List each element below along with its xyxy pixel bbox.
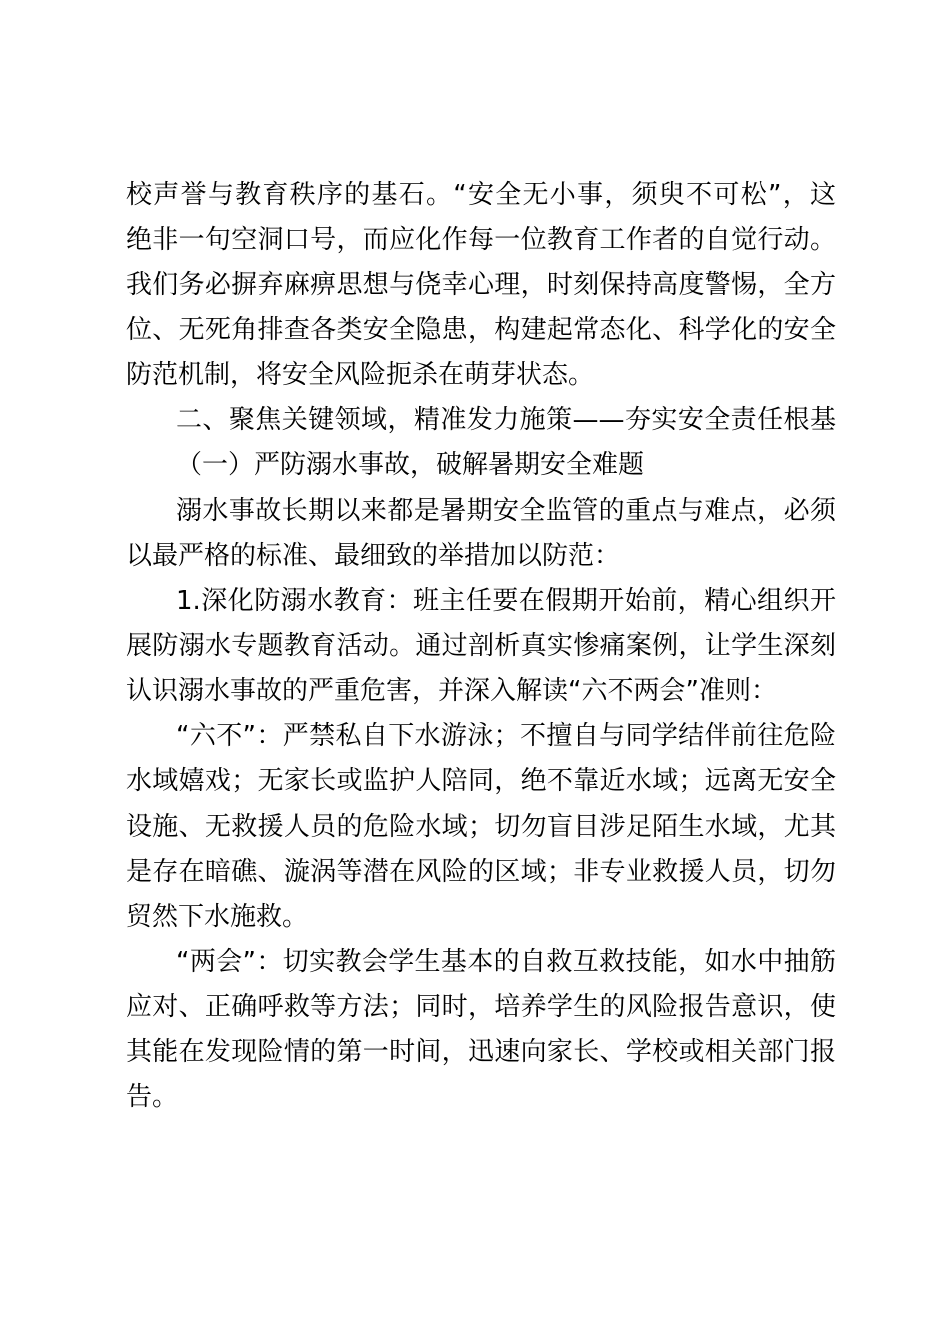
subsection-heading: （一）严防溺水事故，破解暑期安全难题: [176, 450, 645, 480]
paragraph-line: 校声誉与教育秩序的基石。“安全无小事，须臾不可松”，这: [126, 180, 836, 210]
paragraph-line: 1.深化防溺水教育：班主任要在假期开始前，精心组织开: [176, 586, 836, 616]
section-heading: 二、聚焦关键领域，精准发力施策——夯实安全责任根基: [176, 405, 836, 435]
paragraph-line: 溺水事故长期以来都是暑期安全监管的重点与难点，必须: [176, 496, 836, 526]
paragraph-line: 认识溺水事故的严重危害，并深入解读“六不两会”准则：: [126, 676, 777, 706]
paragraph-line: 以最严格的标准、最细致的举措加以防范：: [126, 541, 621, 571]
paragraph-line: 防范机制，将安全风险扼杀在萌芽状态。: [126, 360, 595, 390]
paragraph-line: 贸然下水施救。: [126, 902, 309, 932]
paragraph-line: 应对、正确呼救等方法；同时，培养学生的风险报告意识，使: [126, 992, 836, 1022]
paragraph-line: 告。: [126, 1082, 179, 1112]
paragraph-line: 其能在发现险情的第一时间，迅速向家长、学校或相关部门报: [126, 1037, 836, 1067]
paragraph-line: 位、无死角排查各类安全隐患，构建起常态化、科学化的安全: [126, 315, 836, 345]
paragraph-line: 水域嬉戏；无家长或监护人陪同，绝不靠近水域；远离无安全: [126, 766, 836, 796]
paragraph-line: 展防溺水专题教育活动。通过剖析真实惨痛案例，让学生深刻: [126, 631, 836, 661]
paragraph-line: 设施、无救援人员的危险水域；切勿盲目涉足陌生水域，尤其: [126, 812, 836, 842]
paragraph-line: “两会”：切实教会学生基本的自救互救技能，如水中抽筋: [176, 947, 836, 977]
paragraph-line: 是存在暗礁、漩涡等潜在风险的区域；非专业救援人员，切勿: [126, 857, 836, 887]
paragraph-line: 绝非一句空洞口号，而应化作每一位教育工作者的自觉行动。: [126, 225, 836, 255]
paragraph-line: “六不”：严禁私自下水游泳；不擅自与同学结伴前往危险: [176, 721, 836, 751]
paragraph-line: 我们务必摒弃麻痹思想与侥幸心理，时刻保持高度警惕，全方: [126, 270, 836, 300]
